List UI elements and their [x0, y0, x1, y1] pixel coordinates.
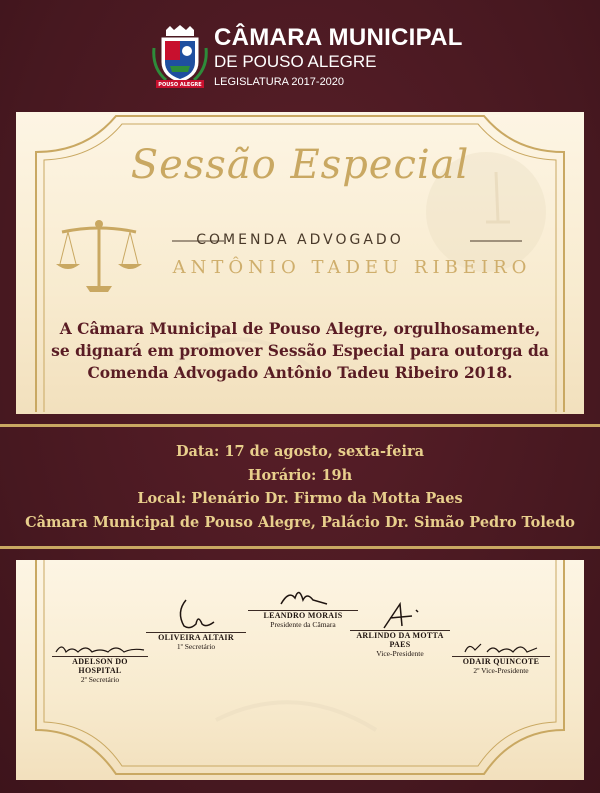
- signature-vice-president: [350, 600, 450, 658]
- signature-president: [248, 584, 358, 629]
- header-subtitle: DE POUSO ALEGRE: [214, 52, 377, 71]
- event-date: Data: 17 de agosto, sexta-feira: [175, 443, 425, 460]
- signature-mark: [52, 640, 148, 656]
- certificate-bottom-panel: [16, 560, 584, 780]
- signature-second-vice-president: [452, 640, 550, 675]
- event-place: Local: Plenário Dr. Firmo da Motta Paes: [137, 490, 463, 507]
- intro-line: se dignará em promover Sessão Especial para outorga da: [51, 341, 549, 360]
- intro-text: [36, 318, 564, 384]
- crest-text: POUSO ALEGRE: [158, 82, 202, 88]
- signature-first-secretary: [146, 596, 246, 651]
- signature-mark: [372, 600, 428, 630]
- event-venue: Câmara Municipal de Pouso Alegre, Palácio Dr. Simão Pedro Toledo: [25, 513, 575, 531]
- signatory-role: Presidente da Câmara: [270, 620, 336, 629]
- certificate-top-panel: [16, 112, 584, 414]
- header: [150, 22, 470, 97]
- divider-line: [0, 424, 600, 427]
- scales-of-justice-icon: [54, 216, 144, 296]
- signature-mark: [461, 640, 541, 656]
- signature-second-secretary: [52, 640, 148, 684]
- signatory-name: ODAIR QUINCOTE: [462, 657, 540, 666]
- signatory-role: 1º Secretário: [176, 642, 216, 651]
- header-legislature: LEGISLATURA 2017-2020: [214, 76, 345, 88]
- intro-line: A Câmara Municipal de Pouso Alegre, orgulhosamente,: [59, 319, 541, 338]
- signatory-role: Vice-Presidente: [376, 649, 424, 658]
- event-time: Horário: 19h: [247, 466, 353, 484]
- signatory-name: ARLINDO DA MOTTA PAES: [356, 631, 444, 649]
- signatory-name: ADELSON DO HOSPITAL: [72, 657, 128, 675]
- event-details: [0, 440, 600, 534]
- commendation-title: COMENDA ADVOGADO: [196, 232, 404, 248]
- intro-line: Comenda Advogado Antônio Tadeu Ribeiro 2018.: [87, 363, 513, 382]
- session-heading: Sessão Especial: [130, 142, 470, 188]
- signature-mark: [273, 584, 333, 610]
- signatory-name: LEANDRO MORAIS: [263, 611, 343, 620]
- signatory-name: OLIVEIRA ALTAIR: [158, 633, 234, 642]
- honoree-name: ANTÔNIO TADEU RIBEIRO: [172, 257, 532, 278]
- signatory-role: 2º Vice-Presidente: [473, 666, 529, 675]
- signatory-role: 2º Secretário: [80, 675, 120, 684]
- divider-line: [0, 546, 600, 549]
- header-title: CÂMARA MUNICIPAL: [214, 24, 463, 51]
- coat-of-arms-icon: [152, 24, 208, 90]
- signature-mark: [168, 596, 224, 632]
